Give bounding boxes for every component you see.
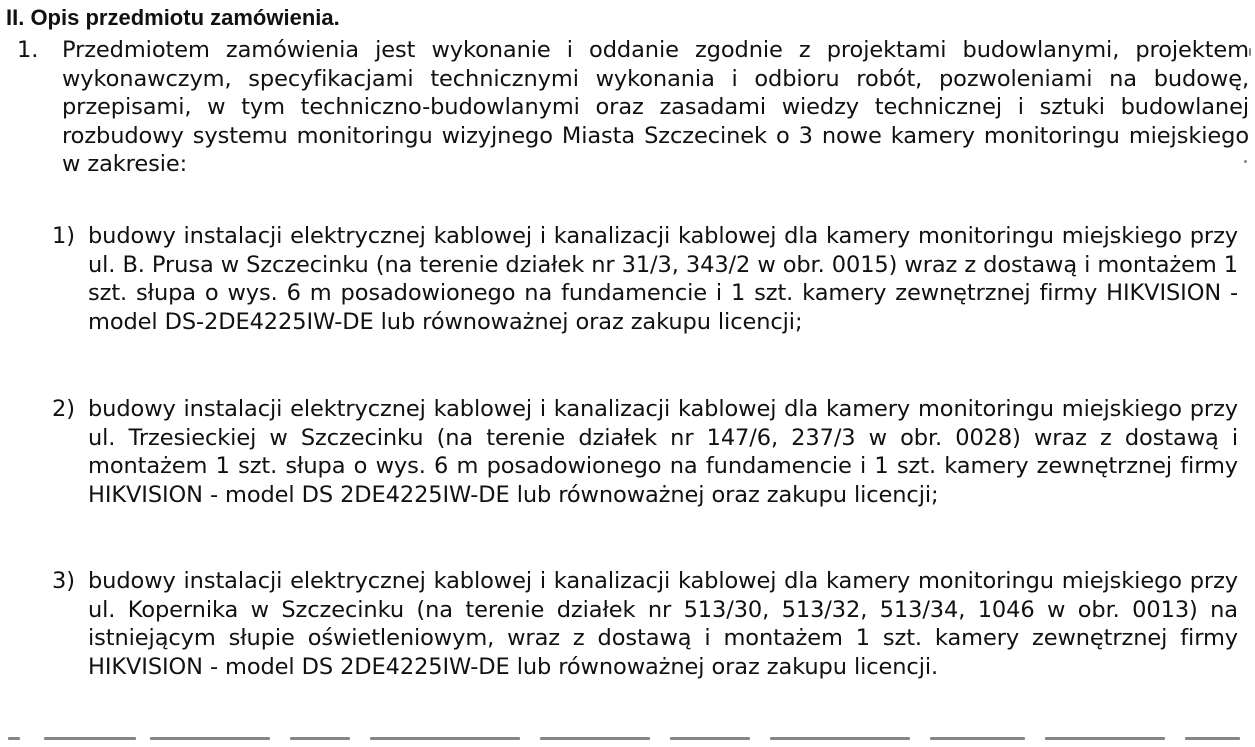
sub-item-3	[0, 567, 1255, 681]
cut-off-text-line	[0, 737, 1255, 747]
list-item-number: 1.	[17, 37, 39, 63]
sub-item-text: budowy instalacji elektrycznej kablowej i kanalizacji kablowej dla kamery monitoringu miejskiego przy ul. Kopernika w Szczecinku (na terenie działek nr 513/30, 513/32, 513/34, 1046 w obr. 0013) na istniejącym słupie oświetleniowym, wraz z dostawą i montażem 1 szt. kamery zewnętrznej firmy HIKVISION - model DS 2DE4225IW-DE lub równoważnej oraz zakupu licencji.	[88, 568, 1238, 680]
sub-item-number: 1)	[52, 223, 75, 249]
sub-item-1	[0, 222, 1255, 336]
sub-item-2	[0, 395, 1255, 509]
sub-item-text: budowy instalacji elektrycznej kablowej i kanalizacji kablowej dla kamery monitoringu miejskiego przy ul. B. Prusa w Szczecinku (na terenie działek nr 31/3, 343/2 w obr. 0015) wraz z dostawą i montażem 1 szt. słupa o wys. 6 m posadowionego na fundamencie i 1 szt. kamery zewnętrznej firmy HIKVISION - model DS-2DE4225IW-DE lub równoważnej oraz zakupu licencji;	[88, 223, 1238, 335]
sub-item-text: budowy instalacji elektrycznej kablowej i kanalizacji kablowej dla kamery monitoringu miejskiego przy ul. Trzesieckiej w Szczecinku (na terenie działek nr 147/6, 237/3 w obr. 0028) wraz z dostawą i montażem 1 szt. słupa o wys. 6 m posadowionego na fundamencie i 1 szt. kamery zewnętrznej firmy HIKVISION - model DS 2DE4225IW-DE lub równoważnej oraz zakupu licencji;	[88, 396, 1238, 508]
sub-item-number: 2)	[52, 396, 75, 422]
scan-speck	[1244, 160, 1247, 163]
list-item-text: Przedmiotem zamówienia jest wykonanie i oddanie zgodnie z projektami budowlanymi, projektem wykonawczym, specyfikacjami technicznymi wykonania i odbioru robót, pozwoleniami na budowę, przepisami, w tym techniczno-budowlanymi oraz zasadami wiedzy technicznej i sztuki budowlanej rozbudowy systemu monitoringu wizyjnego Miasta Szczecinek o 3 nowe kamery monitoringu miejskiego w zakresie:	[62, 37, 1249, 178]
scan-speck	[1249, 48, 1251, 56]
list-item-1	[0, 36, 1249, 179]
section-heading: II. Opis przedmiotu zamówienia.	[6, 5, 340, 30]
sub-item-number: 3)	[52, 568, 75, 594]
